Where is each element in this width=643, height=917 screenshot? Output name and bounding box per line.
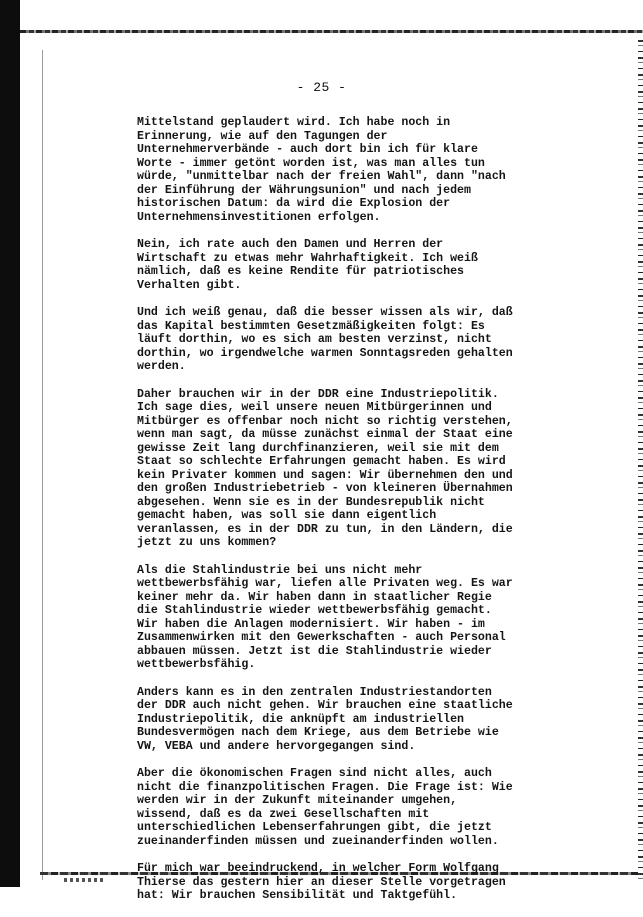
scan-page-edge xyxy=(42,50,43,880)
text-line: abgesehen. Wenn sie es in der Bundesrepublik nicht xyxy=(137,495,485,509)
text-line: Mittelstand geplaudert wird. Ich habe noch in xyxy=(137,116,451,129)
text-line: jetzt zu uns kommen? xyxy=(137,536,277,549)
text-line: Zusammenwirken mit den Gewerkschaften - auch Personal xyxy=(137,631,506,644)
text-line: würde, "unmittelbar nach der freien Wahl", dann "nach xyxy=(137,170,506,183)
text-line: Verhalten gibt. xyxy=(137,278,242,292)
scan-right-border xyxy=(638,40,643,880)
paragraph xyxy=(137,238,522,292)
text-line: Mitbürger es offenbar noch nicht so richtig verstehen, xyxy=(137,414,513,428)
text-line: die Stahlindustrie wieder wettbewerbsfähig gemacht. xyxy=(137,604,492,617)
text-line: Und ich weiß genau, daß die besser wissen als wir, daß xyxy=(137,306,513,319)
text-line: Daher brauchen wir in der DDR eine Industriepolitik. xyxy=(137,387,499,401)
text-line: keiner mehr da. Wir haben dann in staatlicher Regie xyxy=(137,590,492,604)
text-line: kein Privater kommen und sagen: Wir übernehmen den und xyxy=(137,468,513,482)
text-line: Thierse das gestern hier an dieser Stelle vorgetragen xyxy=(137,875,506,889)
text-line: zueinanderfinden müssen und zueinanderfinden wollen. xyxy=(137,834,499,848)
page-number: - 25 - xyxy=(296,80,347,95)
text-line: der DDR auch nicht gehen. Wir brauchen eine staatliche xyxy=(137,699,513,712)
text-line: Ich sage dies, weil unsere neuen Mitbürgerinnen und xyxy=(137,401,492,414)
text-line: Wir haben die Anlagen modernisiert. Wir haben - im xyxy=(137,617,485,631)
text-line: veranlassen, es in der DDR zu tun, in den Ländern, die xyxy=(137,522,513,536)
text-line: Anders kann es in den zentralen Industriestandorten xyxy=(137,685,492,699)
paragraph xyxy=(137,862,522,903)
text-line: Unternehmerverbände - auch dort bin ich für klare xyxy=(137,143,478,156)
text-line: hat: Wir brauchen Sensibilität und Taktgefühl. xyxy=(137,889,458,902)
text-line: Industriepolitik, die anknüpft am industriellen xyxy=(137,712,464,726)
text-line: Nein, ich rate auch den Damen und Herren der xyxy=(137,238,444,251)
text-line: Als die Stahlindustrie bei uns nicht mehr xyxy=(137,563,423,577)
paragraph xyxy=(137,306,522,374)
paragraph xyxy=(137,767,522,848)
text-line: historischen Datum: da wird die Explosion der xyxy=(137,197,451,210)
text-line: dorthin, wo irgendwelche warmen Sonntagsreden gehalten xyxy=(137,346,513,360)
text-body xyxy=(137,116,522,917)
text-line: Wirtschaft zu etwas mehr Wahrhaftigkeit. Ich weiß xyxy=(137,251,478,265)
text-line: nämlich, daß es keine Rendite für patriotisches xyxy=(137,265,464,278)
text-line: Erinnerung, wie auf den Tagungen der xyxy=(137,129,388,143)
paragraph xyxy=(137,564,522,672)
text-line: den großen Industriebetrieb - von kleineren Übernahmen xyxy=(137,482,513,495)
text-line: Für mich war beeindruckend, in welcher Form Wolfgang xyxy=(137,862,499,875)
text-line: gemacht haben, was soll sie dann eigentlich xyxy=(137,509,437,522)
text-line: gewisse Zeit lang durchfinanzieren, weil sie mit dem xyxy=(137,441,499,455)
paragraph xyxy=(137,388,522,550)
text-line: nicht die finanzpolitischen Fragen. Die Frage ist: Wie xyxy=(137,780,513,794)
scan-bottom-mark xyxy=(64,878,104,882)
text-line: Worte - immer getönt worden ist, was man alles tun xyxy=(137,156,485,170)
text-line: wettbewerbsfähig war, liefen alle Privaten weg. Es war xyxy=(137,577,513,590)
paragraph xyxy=(137,686,522,754)
text-line: Staat so schlechte Erfahrungen gemacht haben. Es wird xyxy=(137,455,506,468)
text-line: wenn man sagt, da müsse zunächst einmal der Staat eine xyxy=(137,428,513,441)
text-line: Bundesvermögen nach dem Kriege, aus dem Betriebe wie xyxy=(137,726,499,739)
paragraph xyxy=(137,116,522,224)
text-line: wissend, daß es da zwei Gesellschaften mit xyxy=(137,807,430,821)
scan-left-border xyxy=(0,0,20,887)
text-line: der Einführung der Währungsunion" und nach jedem xyxy=(137,183,471,197)
text-line: VW, VEBA und andere hervorgegangen sind. xyxy=(137,739,416,753)
text-line: abbauen müssen. Jetzt ist die Stahlindustrie wieder xyxy=(137,644,492,658)
text-line: werden wir in der Zukunft miteinander umgehen, xyxy=(137,794,458,807)
text-line: Unternehmensinvestitionen erfolgen. xyxy=(137,210,381,224)
text-line: Aber die ökonomischen Fragen sind nicht alles, auch xyxy=(137,767,492,780)
text-line: das Kapital bestimmten Gesetzmäßigkeiten folgt: Es xyxy=(137,319,485,333)
text-line: wettbewerbsfähig. xyxy=(137,658,256,671)
text-line: unterschiedlichen Lebenserfahrungen gibt, die jetzt xyxy=(137,821,492,834)
scan-top-border xyxy=(20,30,643,33)
text-line: werden. xyxy=(137,360,186,373)
text-line: läuft dorthin, wo es sich am besten verzinst, nicht xyxy=(137,333,492,346)
